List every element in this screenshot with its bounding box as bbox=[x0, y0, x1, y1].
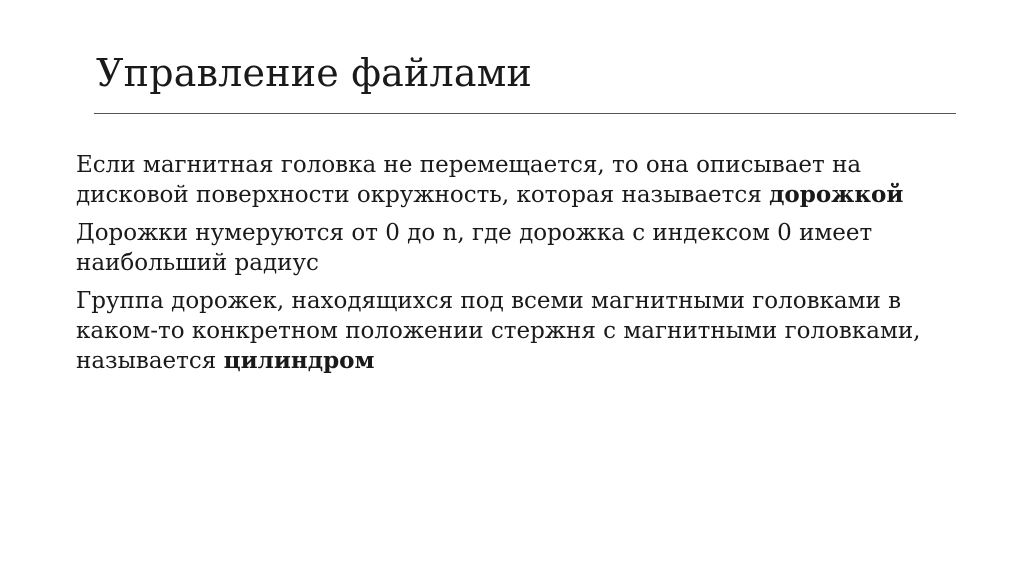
title-divider bbox=[94, 113, 956, 114]
paragraph-track-numbering bbox=[76, 218, 956, 278]
paragraph-track-text: Если магнитная головка не перемещается, то она описывает на дисковой поверхности окружность, которая называется bbox=[76, 152, 862, 208]
slide-body bbox=[76, 150, 956, 384]
paragraph-track-numbering-text: Дорожки нумеруются от 0 до n, где дорожка с индексом 0 имеет наибольший радиус bbox=[76, 220, 873, 276]
term-cylinder: цилиндром bbox=[223, 347, 375, 374]
slide-title: Управление файлами bbox=[96, 51, 533, 95]
paragraph-track bbox=[76, 150, 956, 210]
paragraph-cylinder-text: Группа дорожек, находящихся под всеми магнитными головками в каком-то конкретном положении стержня с магнитными головками, называется bbox=[76, 288, 921, 374]
paragraph-cylinder bbox=[76, 286, 956, 376]
term-track: дорожкой bbox=[769, 181, 904, 208]
